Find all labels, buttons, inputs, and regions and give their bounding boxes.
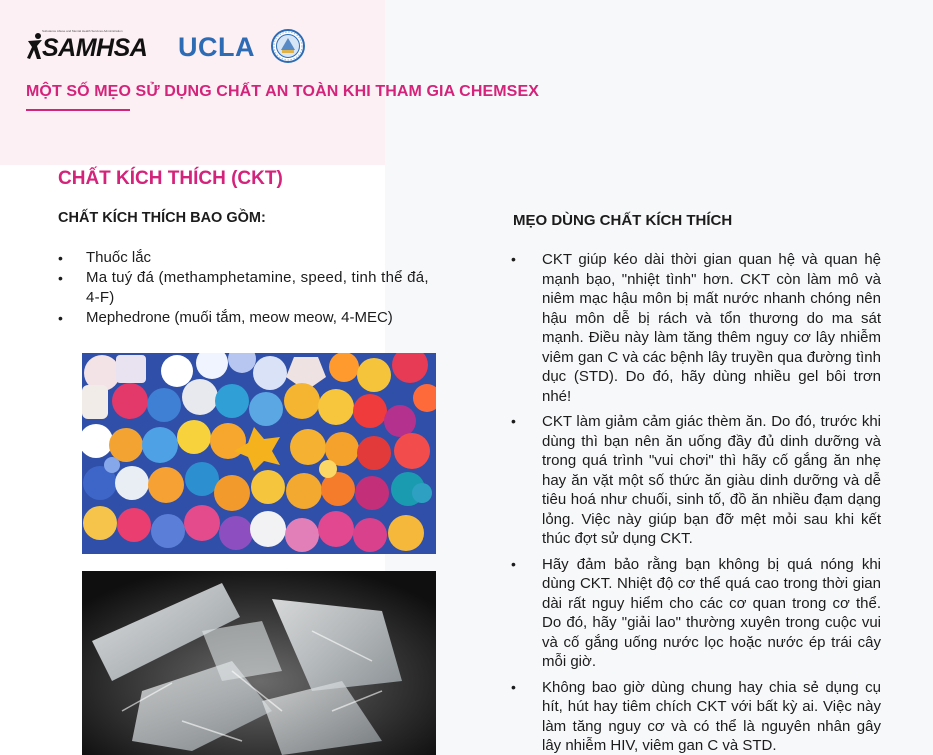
- stimulant-tips-heading: MẸO DÙNG CHẤT KÍCH THÍCH: [513, 212, 733, 229]
- stimulants-list: [58, 248, 443, 328]
- samhsa-wordmark: SAMHSA: [42, 34, 148, 62]
- list-item: • Mephedrone (muối tắm, meow meow, 4-MEC): [58, 308, 443, 328]
- pills-illustration: [82, 353, 436, 554]
- list-item: • Thuốc lắc: [58, 248, 443, 268]
- samhsa-tagline: Substance Abuse and Mental Health Services Administration: [42, 29, 123, 33]
- stimulant-tips-list: [511, 250, 881, 755]
- list-item: • Ma tuý đá (methamphetamine, speed, tinh thể đá, 4-F): [58, 268, 443, 308]
- stimulants-list-heading: CHẤT KÍCH THÍCH BAO GỒM:: [58, 210, 266, 226]
- tip-item: • CKT giúp kéo dài thời gian quan hệ và quan hệ mạnh bạo, "nhiệt tình" hơn. CKT còn làm mô và niêm mạc hậu môn bị mất nước nhanh chóng nên hậu môn dễ bị rách và tổn thương do ma sát mạnh. Điều này làm tăng thêm nguy cơ lây nhiễm viêm gan C và các bệnh lây truyền qua đường tình dục (STD). Do đó, hãy dùng nhiều gel bôi trơn nhé!: [511, 250, 881, 406]
- ucla-wordmark: UCLA: [178, 32, 255, 62]
- crystal-illustration: [82, 571, 436, 755]
- tip-item: • Không bao giờ dùng chung hay chia sẻ dụng cụ hít, hút hay tiêm chích CKT với bất kỳ ai. Việc này làm tăng nguy cơ và có thể là nguyên nhân gây lây nhiễm HIV, viêm gan C và STD.: [511, 678, 881, 755]
- document-title: MỘT SỐ MẸO SỬ DỤNG CHẤT AN TOÀN KHI THAM GIA CHEMSEX: [26, 83, 539, 100]
- ucla-seal-icon: [271, 29, 305, 63]
- samhsa-logo: [26, 28, 156, 64]
- section-title: CHẤT KÍCH THÍCH (CKT): [58, 168, 283, 189]
- ecstasy-pills-photo: [82, 353, 436, 554]
- tip-item: • Hãy đảm bảo rằng bạn không bị quá nóng khi dùng CKT. Nhiệt độ cơ thể quá cao trong thời gian dài rất nguy hiểm cho các cơ quan trong cơ thể. Do đó, hãy "giải lao" thường xuyên trong cuộc vui và cố gắng uống nước lọc hoặc nước ép trái cây mỗi giờ.: [511, 555, 881, 672]
- crystal-meth-photo: [82, 571, 436, 755]
- title-underline: [26, 109, 130, 111]
- logo-bar: [26, 28, 305, 64]
- tip-item: • CKT làm giảm cảm giác thèm ăn. Do đó, trước khi dùng thì bạn nên ăn uống đầy đủ dinh dưỡng và trong quá trình "vui chơi" thì hãy cố gắng ăn nhẹ hay ăn vặt một số thức ăn giàu dinh dưỡng và dễ tiêu hoá như chuối, sinh tố, đồ ăn nhiều đạm dạng lỏng. Việc này giúp bạn đỡ mệt mỏi sau khi kết thúc đợt sử dụng CKT.: [511, 412, 881, 549]
